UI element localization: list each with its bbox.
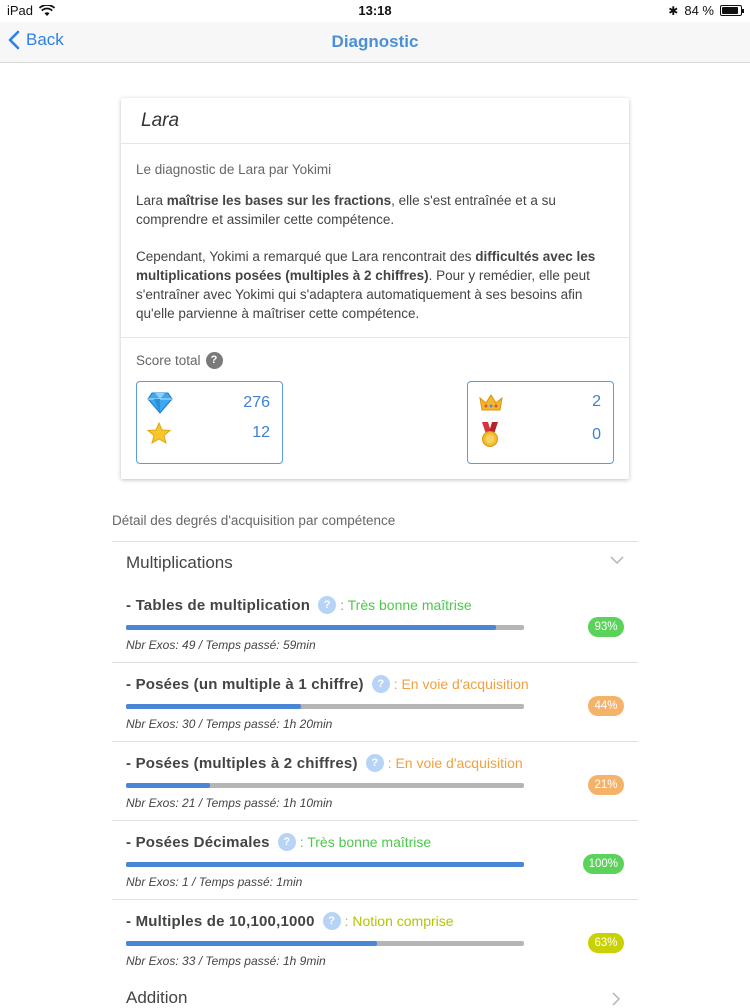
percent-badge: 100% [583, 854, 624, 874]
progress-fill [126, 625, 496, 630]
progress-fill [126, 862, 524, 867]
skill-row[interactable] [112, 900, 638, 979]
diagnostic-paragraph-1: Lara maîtrise les bases sur les fractions, elle s'est entraînée et a su comprendre et assimiler cette compétence. [136, 193, 556, 227]
progress-bar [126, 625, 524, 630]
help-icon[interactable]: ? [372, 675, 390, 693]
skill-title [126, 754, 523, 772]
skill-title [126, 912, 454, 930]
diamond-count: 276 [243, 394, 270, 411]
skill-name: - Posées Décimales [126, 833, 270, 851]
score-box-right [467, 381, 614, 464]
skill-title [126, 596, 472, 614]
category-label: Multiplications [126, 553, 233, 572]
back-label: Back [26, 30, 64, 49]
card-divider [121, 337, 629, 338]
crown-icon [478, 392, 504, 412]
percent-badge: 63% [588, 933, 624, 953]
skill-meta: Nbr Exos: 49 / Temps passé: 59min [126, 638, 316, 652]
help-icon[interactable]: ? [323, 912, 341, 930]
student-name: Lara [121, 98, 629, 144]
percent-badge: 44% [588, 696, 624, 716]
help-icon[interactable]: ? [318, 596, 336, 614]
skill-row[interactable] [112, 821, 638, 900]
progress-bar [126, 783, 524, 788]
category-header-addition[interactable]: Addition [126, 988, 188, 1007]
star-icon [147, 422, 171, 444]
progress-fill [126, 704, 301, 709]
skill-status: : En voie d'acquisition [393, 676, 529, 692]
crown-count: 2 [592, 393, 601, 410]
progress-bar [126, 941, 524, 946]
bluetooth-icon: ✱ [668, 3, 679, 18]
progress-bar [126, 704, 524, 709]
medal-count: 0 [592, 426, 601, 443]
battery-percent: 84 % [684, 3, 714, 18]
skill-name: - Tables de multiplication [126, 596, 311, 614]
page-title: Diagnostic [331, 32, 419, 51]
status-bar [0, 0, 750, 22]
skill-status: : Très bonne maîtrise [299, 834, 432, 850]
skill-row[interactable] [112, 584, 638, 663]
diamond-icon [147, 392, 173, 414]
score-total-label: Score total ? [136, 352, 223, 369]
skill-status: : En voie d'acquisition [387, 755, 523, 771]
star-count: 12 [252, 424, 270, 441]
progress-bar [126, 862, 524, 867]
percent-badge: 21% [588, 775, 624, 795]
category-header-multiplications[interactable] [112, 542, 638, 584]
battery-icon [720, 5, 742, 16]
diagnostic-card [121, 98, 629, 479]
help-icon[interactable]: ? [278, 833, 296, 851]
nav-bar [0, 22, 750, 63]
skill-title [126, 675, 529, 693]
help-icon[interactable]: ? [206, 352, 223, 369]
skill-row[interactable] [112, 742, 638, 821]
diagnostic-subtitle: Le diagnostic de Lara par Yokimi [136, 162, 332, 177]
skill-name: - Multiples de 10,100,1000 [126, 912, 315, 930]
device-label: iPad [7, 3, 34, 18]
skill-meta: Nbr Exos: 33 / Temps passé: 1h 9min [126, 954, 326, 968]
progress-fill [126, 783, 210, 788]
skill-meta: Nbr Exos: 1 / Temps passé: 1min [126, 875, 303, 889]
chevron-down-icon [610, 556, 624, 565]
help-icon[interactable]: ? [366, 754, 384, 772]
skill-title [126, 833, 431, 851]
status-time: 13:18 [358, 3, 392, 18]
skill-row[interactable] [112, 663, 638, 742]
chevron-right-icon [612, 992, 621, 1006]
skill-meta: Nbr Exos: 21 / Temps passé: 1h 10min [126, 796, 333, 810]
skill-name: - Posées (multiples à 2 chiffres) [126, 754, 358, 772]
progress-fill [126, 941, 377, 946]
diagnostic-paragraph-2: Cependant, Yokimi a remarqué que Lara rencontrait des difficultés avec les multiplications posées (multiples à 2 chiffres). Pour y remédier, elle peut s'entraîner avec Yokimi qui s'adaptera automatiquement à ses besoins afin qu'elle parvienne à maîtriser cette compétence. [136, 249, 596, 321]
percent-badge: 93% [588, 617, 624, 637]
skill-status: : Notion comprise [344, 913, 454, 929]
section-title: Détail des degrés d'acquisition par compétence [112, 513, 396, 528]
skill-name: - Posées (un multiple à 1 chiffre) [126, 675, 364, 693]
score-box-left [136, 381, 283, 464]
medal-icon [478, 422, 502, 448]
skill-status: : Très bonne maîtrise [340, 597, 472, 613]
skill-meta: Nbr Exos: 30 / Temps passé: 1h 20min [126, 717, 333, 731]
competence-list [112, 541, 638, 979]
